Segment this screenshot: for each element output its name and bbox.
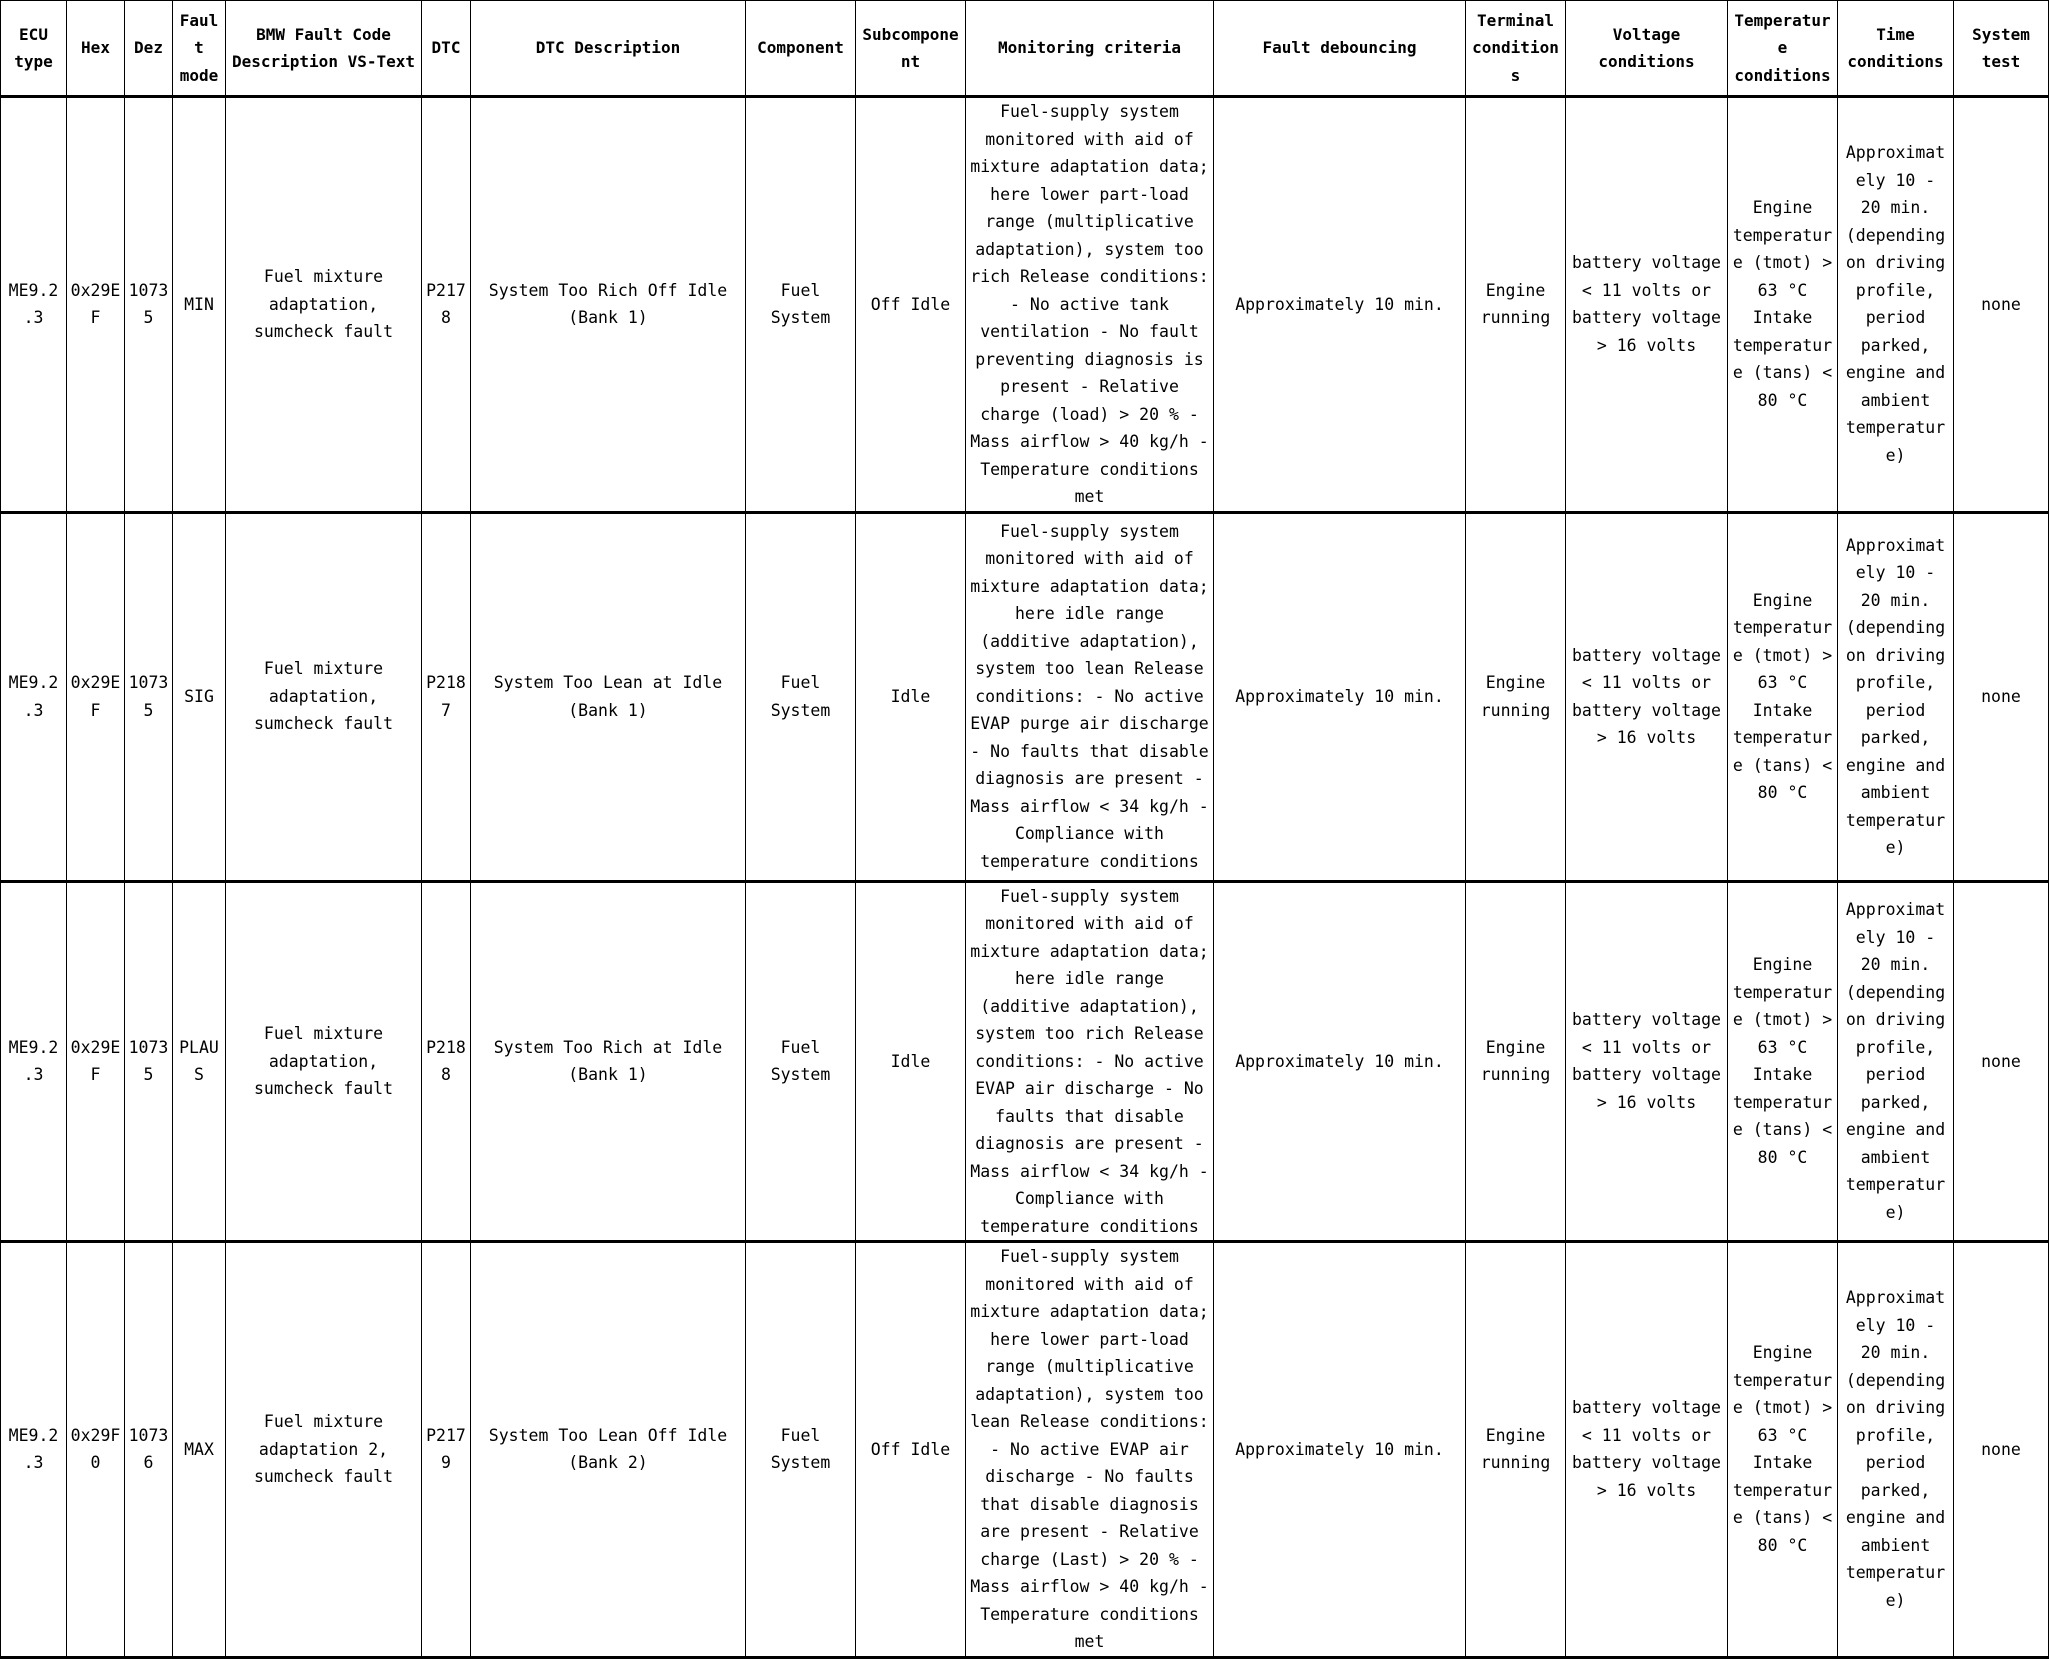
- cell-monitoring-criteria: Fuel-supply system monitored with aid of mixture adaptation data; here lower part-load range (multiplicative adaptation), system too lean Release conditions: - No active EVAP air discharge - No faults that disable diagnosis are present - Relative charge (Last) > 20 % - Mass airflow > 40 kg/h - Temperature conditions met: [966, 1242, 1214, 1658]
- cell-time-conditions: Approximately 10 - 20 min. (depending on driving profile, period parked, engine and ambient temperature): [1838, 97, 1954, 513]
- cell-component: Fuel System: [746, 881, 856, 1242]
- cell-terminal-conditions: Engine running: [1466, 1242, 1566, 1658]
- cell-fault-mode: SIG: [173, 512, 226, 881]
- cell-temperature-conditions: Engine temperature (tmot) > 63 °C Intake temperature (tans) < 80 °C: [1728, 97, 1838, 513]
- cell-component: Fuel System: [746, 512, 856, 881]
- cell-voltage-conditions: battery voltage < 11 volts or battery voltage > 16 volts: [1566, 512, 1728, 881]
- cell-component: Fuel System: [746, 97, 856, 513]
- cell-fault-mode: PLAUS: [173, 881, 226, 1242]
- cell-terminal-conditions: Engine running: [1466, 97, 1566, 513]
- cell-dtc: P2178: [422, 97, 471, 513]
- table-row: [1, 1242, 2049, 1658]
- cell-hex: 0x29EF: [67, 512, 125, 881]
- table-row: [1, 881, 2049, 1242]
- cell-fault-mode: MIN: [173, 97, 226, 513]
- cell-component: Fuel System: [746, 1242, 856, 1658]
- cell-time-conditions: Approximately 10 - 20 min. (depending on driving profile, period parked, engine and ambient temperature): [1838, 881, 1954, 1242]
- cell-subcomponent: Idle: [856, 512, 966, 881]
- cell-system-test: none: [1954, 1242, 2049, 1658]
- cell-dez: 10735: [125, 97, 173, 513]
- cell-bmw-description: Fuel mixture adaptation, sumcheck fault: [226, 881, 422, 1242]
- cell-monitoring-criteria: Fuel-supply system monitored with aid of mixture adaptation data; here idle range (additive adaptation), system too lean Release conditions: - No active EVAP purge air discharge - No faults that disable diagnosis are present - Mass airflow < 34 kg/h - Compliance with temperature conditions: [966, 512, 1214, 881]
- cell-monitoring-criteria: Fuel-supply system monitored with aid of mixture adaptation data; here idle range (additive adaptation), system too rich Release conditions: - No active EVAP air discharge - No faults that disable diagnosis are present - Mass airflow < 34 kg/h - Compliance with temperature conditions: [966, 881, 1214, 1242]
- cell-fault-debouncing: Approximately 10 min.: [1214, 97, 1466, 513]
- cell-dtc: P2179: [422, 1242, 471, 1658]
- header-terminal-conditions: Terminal conditions: [1466, 1, 1566, 97]
- cell-dtc-description: System Too Lean at Idle (Bank 1): [471, 512, 746, 881]
- cell-subcomponent: Idle: [856, 881, 966, 1242]
- header-time-conditions: Time conditions: [1838, 1, 1954, 97]
- header-ecu-type: ECU type: [1, 1, 67, 97]
- cell-bmw-description: Fuel mixture adaptation 2, sumcheck fault: [226, 1242, 422, 1658]
- header-temperature-conditions: Temperature conditions: [1728, 1, 1838, 97]
- cell-fault-mode: MAX: [173, 1242, 226, 1658]
- cell-voltage-conditions: battery voltage < 11 volts or battery voltage > 16 volts: [1566, 1242, 1728, 1658]
- cell-hex: 0x29EF: [67, 881, 125, 1242]
- cell-fault-debouncing: Approximately 10 min.: [1214, 512, 1466, 881]
- cell-terminal-conditions: Engine running: [1466, 881, 1566, 1242]
- cell-system-test: none: [1954, 512, 2049, 881]
- cell-ecu-type: ME9.2.3: [1, 512, 67, 881]
- cell-voltage-conditions: battery voltage < 11 volts or battery voltage > 16 volts: [1566, 881, 1728, 1242]
- cell-time-conditions: Approximately 10 - 20 min. (depending on driving profile, period parked, engine and ambient temperature): [1838, 512, 1954, 881]
- header-dez: Dez: [125, 1, 173, 97]
- table-row: [1, 97, 2049, 513]
- header-fault-debouncing: Fault debouncing: [1214, 1, 1466, 97]
- cell-hex: 0x29F0: [67, 1242, 125, 1658]
- header-voltage-conditions: Voltage conditions: [1566, 1, 1728, 97]
- header-fault-mode: Fault mode: [173, 1, 226, 97]
- header-dtc-description: DTC Description: [471, 1, 746, 97]
- cell-ecu-type: ME9.2.3: [1, 881, 67, 1242]
- header-subcomponent: Subcomponent: [856, 1, 966, 97]
- cell-bmw-description: Fuel mixture adaptation, sumcheck fault: [226, 97, 422, 513]
- table-row: [1, 512, 2049, 881]
- cell-terminal-conditions: Engine running: [1466, 512, 1566, 881]
- cell-dtc: P2187: [422, 512, 471, 881]
- cell-fault-debouncing: Approximately 10 min.: [1214, 1242, 1466, 1658]
- header-monitoring-criteria: Monitoring criteria: [966, 1, 1214, 97]
- header-hex: Hex: [67, 1, 125, 97]
- cell-dez: 10735: [125, 881, 173, 1242]
- header-dtc: DTC: [422, 1, 471, 97]
- cell-ecu-type: ME9.2.3: [1, 97, 67, 513]
- cell-fault-debouncing: Approximately 10 min.: [1214, 881, 1466, 1242]
- cell-time-conditions: Approximately 10 - 20 min. (depending on driving profile, period parked, engine and ambient temperature): [1838, 1242, 1954, 1658]
- cell-dtc-description: System Too Lean Off Idle (Bank 2): [471, 1242, 746, 1658]
- cell-bmw-description: Fuel mixture adaptation, sumcheck fault: [226, 512, 422, 881]
- cell-dez: 10736: [125, 1242, 173, 1658]
- cell-hex: 0x29EF: [67, 97, 125, 513]
- cell-system-test: none: [1954, 881, 2049, 1242]
- cell-system-test: none: [1954, 97, 2049, 513]
- cell-voltage-conditions: battery voltage < 11 volts or battery voltage > 16 volts: [1566, 97, 1728, 513]
- cell-temperature-conditions: Engine temperature (tmot) > 63 °C Intake temperature (tans) < 80 °C: [1728, 881, 1838, 1242]
- cell-dtc-description: System Too Rich at Idle (Bank 1): [471, 881, 746, 1242]
- cell-subcomponent: Off Idle: [856, 1242, 966, 1658]
- cell-dtc: P2188: [422, 881, 471, 1242]
- header-bmw-description: BMW Fault Code Description VS-Text: [226, 1, 422, 97]
- header-row: [1, 1, 2049, 97]
- cell-dez: 10735: [125, 512, 173, 881]
- header-component: Component: [746, 1, 856, 97]
- cell-subcomponent: Off Idle: [856, 97, 966, 513]
- header-system-test: System test: [1954, 1, 2049, 97]
- cell-ecu-type: ME9.2.3: [1, 1242, 67, 1658]
- cell-dtc-description: System Too Rich Off Idle (Bank 1): [471, 97, 746, 513]
- cell-temperature-conditions: Engine temperature (tmot) > 63 °C Intake temperature (tans) < 80 °C: [1728, 1242, 1838, 1658]
- cell-temperature-conditions: Engine temperature (tmot) > 63 °C Intake temperature (tans) < 80 °C: [1728, 512, 1838, 881]
- cell-monitoring-criteria: Fuel-supply system monitored with aid of mixture adaptation data; here lower part-load range (multiplicative adaptation), system too rich Release conditions: - No active tank ventilation - No fault preventing diagnosis is present - Relative charge (load) > 20 % - Mass airflow > 40 kg/h - Temperature conditions met: [966, 97, 1214, 513]
